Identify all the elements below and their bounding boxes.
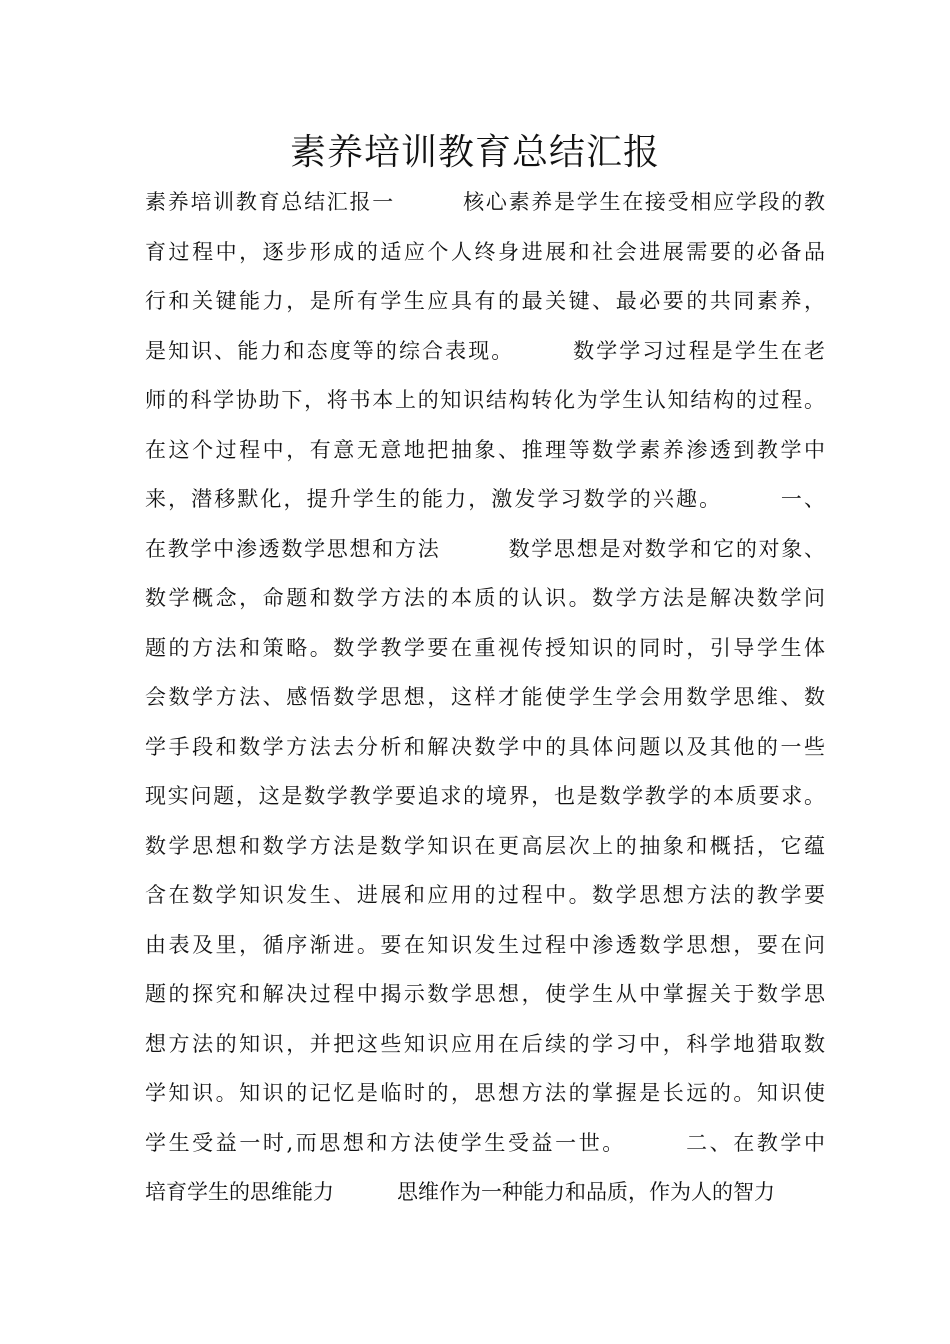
document-title: 素养培训教育总结汇报 [289, 132, 660, 173]
body-line: 题的方法和策略。数学教学要在重视传授知识的同时，引导学生体 [145, 635, 825, 660]
body-line: 由表及里，循序渐进。要在知识发生过程中渗透数学思想，要在问 [145, 932, 825, 957]
body-line: 题的探究和解决过程中揭示数学思想，使学生从中掌握关于数学思 [145, 982, 825, 1006]
body-line: 师的科学协助下，将书本上的知识结构转化为学生认知结构的过程。 [145, 388, 825, 412]
body-line: 含在数学知识发生、进展和应用的过程中。数学思想方法的教学要 [145, 883, 825, 907]
body-line: 学手段和数学方法去分析和解决数学中的具体问题以及其他的一些 [145, 734, 825, 759]
body-line: 行和关键能力，是所有学生应具有的最关键、最必要的共同素养， [145, 289, 825, 313]
body-line: 素养培训教育总结汇报一 核心素养是学生在接受相应学段的教 [145, 190, 825, 214]
body-line: 学知识。知识的记忆是临时的，思想方法的掌握是长远的。知识使 [145, 1081, 825, 1105]
body-line: 在教学中渗透数学思想和方法 数学思想是对数学和它的对象、 [145, 536, 825, 561]
body-line: 学生受益一时,而思想和方法使学生受益一世。 二、在教学中 [145, 1130, 825, 1155]
body-line: 现实问题，这是数学教学要追求的境界，也是数学教学的本质要求。 [145, 784, 825, 808]
body-line: 来，潜移默化，提升学生的能力，激发学习数学的兴趣。 一、 [145, 487, 825, 511]
body-line: 在这个过程中，有意无意地把抽象、推理等数学素养渗透到教学中 [145, 437, 825, 462]
body-line: 是知识、能力和态度等的综合表现。 数学学习过程是学生在老 [145, 338, 825, 363]
body-line: 育过程中，逐步形成的适应个人终身进展和社会进展需要的必备品 [145, 239, 825, 264]
body-line: 想方法的知识，并把这些知识应用在后续的学习中，科学地猎取数 [145, 1031, 825, 1056]
body-line: 会数学方法、感悟数学思想，这样才能使学生学会用数学思维、数 [145, 685, 825, 709]
document-body [145, 178, 825, 1218]
body-line: 培育学生的思维能力 思维作为一种能力和品质，作为人的智力 [145, 1180, 775, 1204]
body-line: 数学思想和数学方法是数学知识在更高层次上的抽象和概括，它蕴 [145, 833, 825, 858]
body-line: 数学概念，命题和数学方法的本质的认识。数学方法是解决数学问 [145, 586, 825, 610]
